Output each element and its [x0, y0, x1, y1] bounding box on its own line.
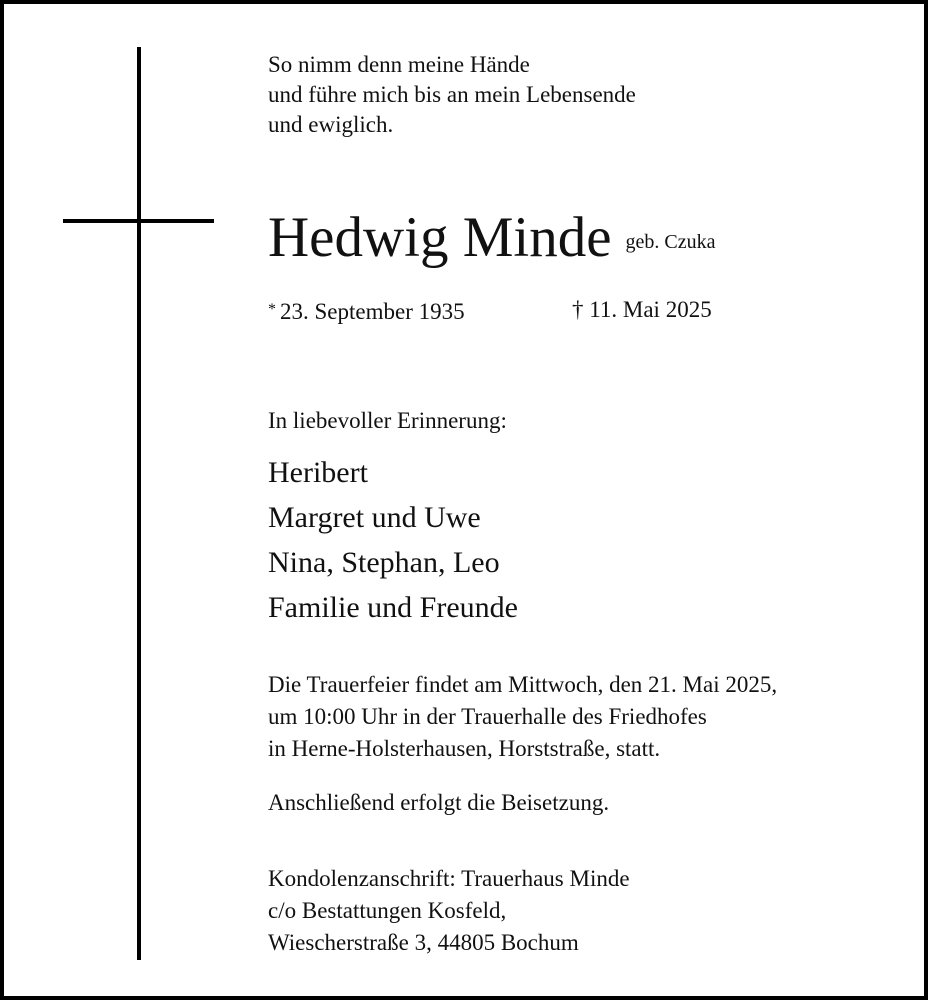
deceased-name: Hedwig Minde — [268, 206, 612, 269]
verse-line: So nimm denn meine Hände — [268, 52, 530, 77]
mourner-name: Familie und Freunde — [268, 591, 518, 624]
condolence-line: Kondolenzanschrift: Trauerhaus Minde — [268, 866, 630, 891]
death-date: † 11. Mai 2025 — [572, 297, 712, 322]
condolence-address — [268, 863, 630, 959]
life-dates — [268, 294, 712, 328]
memory-heading: In liebevoller Erinnerung: — [268, 408, 507, 433]
service-line: um 10:00 Uhr in der Trauerhalle des Friedhofes — [268, 704, 707, 729]
verse-line: und führe mich bis an mein Lebensende — [268, 82, 636, 107]
cross-vertical-bar — [137, 47, 141, 960]
verse-line: und ewiglich. — [268, 112, 394, 137]
birth-date: 23. September 1935 — [280, 299, 465, 324]
burial-info: Anschließend erfolgt die Beisetzung. — [268, 790, 610, 815]
condolence-line: c/o Bestattungen Kosfeld, — [268, 898, 507, 923]
maiden-name: geb. Czuka — [625, 231, 716, 253]
mourner-name: Nina, Stephan, Leo — [268, 546, 500, 579]
service-info — [268, 669, 777, 765]
service-line: in Herne-Holsterhausen, Horststraße, statt. — [268, 736, 661, 761]
mourner-name: Margret und Uwe — [268, 501, 481, 534]
verse — [268, 50, 636, 140]
deceased-name-line — [268, 202, 716, 278]
mourners-list — [268, 450, 518, 630]
service-line: Die Trauerfeier findet am Mittwoch, den 21. Mai 2025, — [268, 672, 778, 697]
cross-horizontal-bar — [63, 219, 214, 223]
birth-symbol: * — [268, 301, 276, 318]
mourner-name: Heribert — [268, 456, 368, 489]
condolence-line: Wiescherstraße 3, 44805 Bochum — [268, 930, 579, 955]
